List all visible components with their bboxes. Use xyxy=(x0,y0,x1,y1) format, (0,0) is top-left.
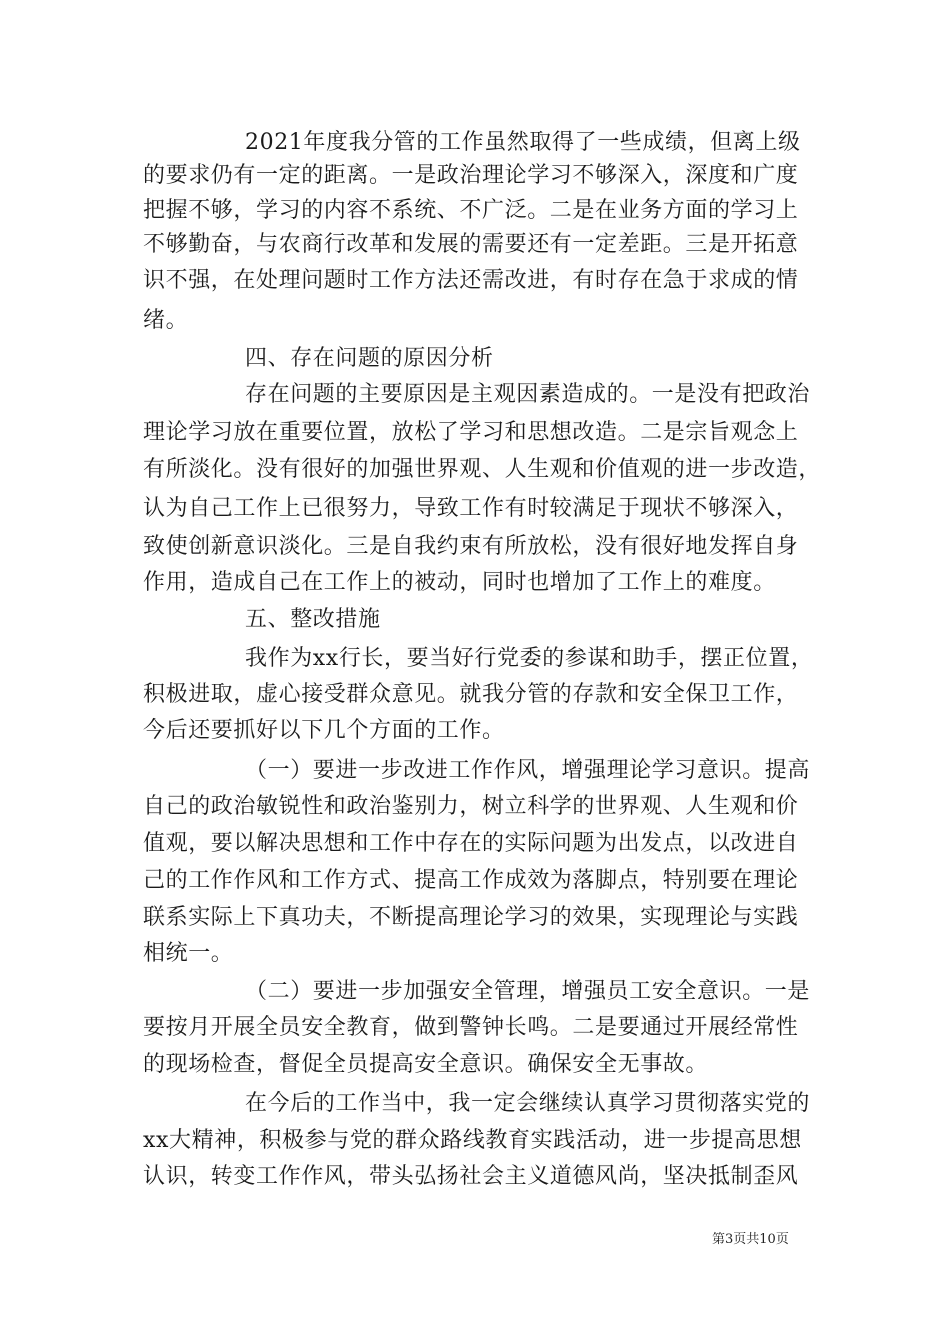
paragraph-line: 我作为xx行长，要当好行党委的参谋和助手，摆正位置， xyxy=(245,646,814,671)
paragraph-line: 的要求仍有一定的距离。一是政治理论学习不够深入，深度和广度 xyxy=(143,163,799,188)
paragraph-line: 2021年度我分管的工作虽然取得了一些成绩，但离上级 xyxy=(245,130,801,155)
paragraph-line: 有所淡化。没有很好的加强世界观、人生观和价值观的进一步改造， xyxy=(143,457,822,482)
section-heading: 四、存在问题的原因分析 xyxy=(245,346,494,371)
paragraph-line: 在今后的工作当中，我一定会继续认真学习贯彻落实党的 xyxy=(245,1091,811,1116)
paragraph-line: （二）要进一步加强安全管理，增强员工安全意识。一是 xyxy=(245,979,811,1004)
paragraph-line: 相统一。 xyxy=(143,941,234,966)
paragraph-line: 己的工作作风和工作方式、提高工作成效为落脚点，特别要在理论 xyxy=(143,868,799,893)
paragraph-line: 认识，转变工作作风，带头弘扬社会主义道德风尚，坚决抵制歪风 xyxy=(143,1164,799,1189)
paragraph-line: 不够勤奋，与农商行改革和发展的需要还有一定差距。三是开拓意 xyxy=(143,232,799,257)
paragraph-line: 认为自己工作上已很努力，导致工作有时较满足于现状不够深入， xyxy=(143,496,799,521)
paragraph-line: 作用，造成自己在工作上的被动，同时也增加了工作上的难度。 xyxy=(143,570,776,595)
paragraph-line: 要按月开展全员安全教育，做到警钟长鸣。二是要通过开展经常性 xyxy=(143,1015,799,1040)
paragraph-line: 今后还要抓好以下几个方面的工作。 xyxy=(143,718,505,743)
paragraph-line: （一）要进一步改进工作作风，增强理论学习意识。提高 xyxy=(245,758,811,783)
paragraph-line: xx大精神，积极参与党的群众路线教育实践活动，进一步提高思想 xyxy=(143,1128,802,1153)
paragraph-line: 存在问题的主要原因是主观因素造成的。一是没有把政治 xyxy=(245,382,811,407)
paragraph-line: 理论学习放在重要位置，放松了学习和思想改造。二是宗旨观念上 xyxy=(143,420,799,445)
paragraph-line: 绪。 xyxy=(143,308,189,333)
paragraph-line: 的现场检查，督促全员提高安全意识。确保安全无事故。 xyxy=(143,1052,709,1077)
paragraph-line: 致使创新意识淡化。三是自我约束有所放松，没有很好地发挥自身 xyxy=(143,534,799,559)
section-heading: 五、整改措施 xyxy=(245,607,381,632)
paragraph-line: 值观，要以解决思想和工作中存在的实际问题为出发点，以改进自 xyxy=(143,831,799,856)
paragraph-line: 把握不够，学习的内容不系统、不广泛。二是在业务方面的学习上 xyxy=(143,198,799,223)
paragraph-line: 联系实际上下真功夫，不断提高理论学习的效果，实现理论与实践 xyxy=(143,905,799,930)
paragraph-line: 识不强，在处理问题时工作方法还需改进，有时存在急于求成的情 xyxy=(143,268,799,293)
paragraph-line: 积极进取，虚心接受群众意见。就我分管的存款和安全保卫工作， xyxy=(143,682,799,707)
page-number: 第3页共10页 xyxy=(712,1232,789,1247)
paragraph-line: 自己的政治敏锐性和政治鉴别力，树立科学的世界观、人生观和价 xyxy=(143,794,799,819)
